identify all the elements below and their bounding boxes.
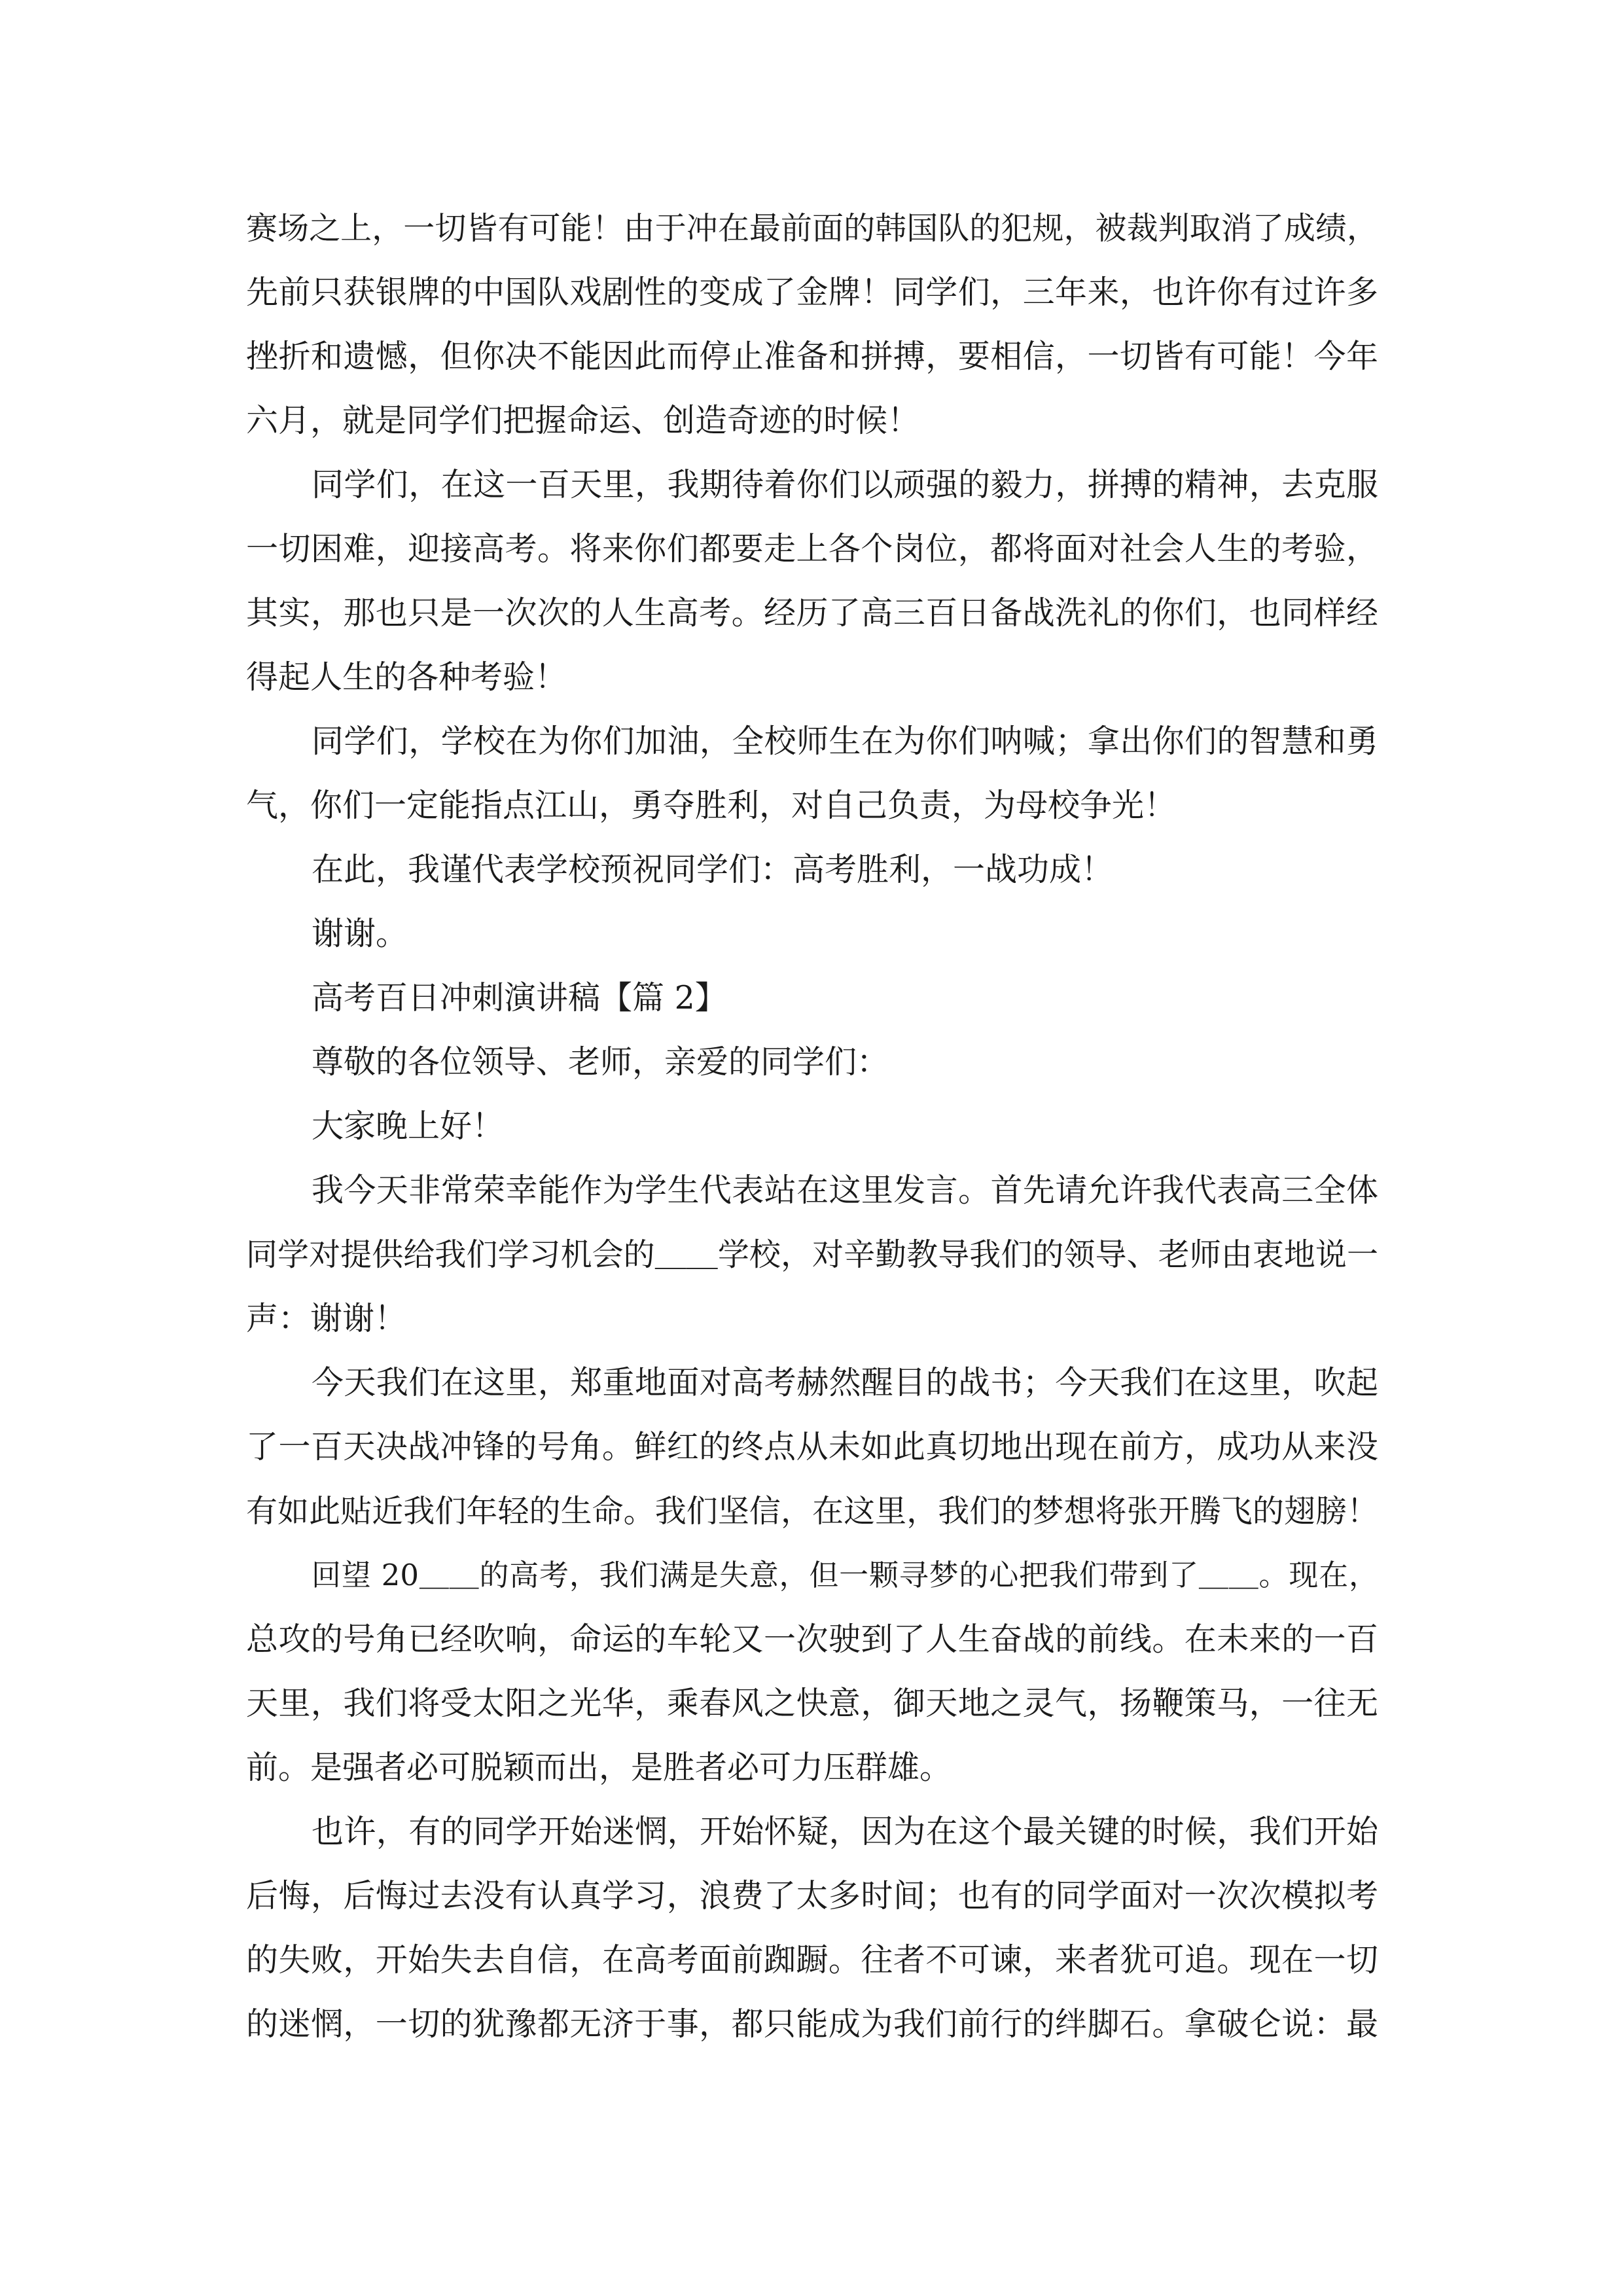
text-line: 赛场之上，一切皆有可能！由于冲在最前面的韩国队的犯规，被裁判取消了成绩，	[246, 210, 1378, 247]
text-line: 尊敬的各位领导、老师，亲爱的同学们：	[312, 1043, 889, 1081]
text-line: 挫折和遗憾，但你决不能因此而停止准备和拼搏，要相信，一切皆有可能！今年	[246, 338, 1378, 375]
text-line: 今天我们在这里，郑重地面对高考赫然醒目的战书；今天我们在这里，吹起	[312, 1364, 1378, 1401]
text-line: 大家晚上好！	[312, 1107, 505, 1145]
text-line: 声：谢谢！	[246, 1300, 407, 1337]
text-line: 天里，我们将受太阳之光华，乘春风之快意，御天地之灵气，扬鞭策马，一往无	[246, 1685, 1378, 1722]
text-line: 前。是强者必可脱颖而出，是胜者必可力压群雄。	[246, 1749, 952, 1786]
text-line: 先前只获银牌的中国队戏剧性的变成了金牌！同学们，三年来，也许你有过许多	[246, 274, 1378, 311]
text-line: 在此，我谨代表学校预祝同学们：高考胜利，一战功成！	[312, 851, 1114, 888]
text-line: 总攻的号角已经吹响，命运的车轮又一次驶到了人生奋战的前线。在未来的一百	[246, 1621, 1378, 1658]
text-line: 同学们，学校在为你们加油，全校师生在为你们呐喊；拿出你们的智慧和勇	[312, 723, 1378, 760]
text-line: 我今天非常荣幸能作为学生代表站在这里发言。首先请允许我代表高三全体	[312, 1172, 1378, 1209]
text-line: 谢谢。	[312, 915, 408, 952]
text-line: 六月，就是同学们把握命运、创造奇迹的时候！	[246, 402, 920, 439]
text-line: 有如此贴近我们年轻的生命。我们坚信，在这里，我们的梦想将张开腾飞的翅膀！	[246, 1493, 1378, 1530]
text-line: 的失败，开始失去自信，在高考面前踟蹰。往者不可谏，来者犹可追。现在一切	[246, 1941, 1378, 1979]
text-line: 一切困难，迎接高考。将来你们都要走上各个岗位，都将面对社会人生的考验，	[246, 530, 1378, 567]
text-line: 后悔，后悔过去没有认真学习，浪费了太多时间；也有的同学面对一次次模拟考	[246, 1877, 1378, 1914]
text-line: 气，你们一定能指点江山，勇夺胜利，对自己负责，为母校争光！	[246, 787, 1177, 824]
text-line: 高考百日冲刺演讲稿【篇 2】	[312, 979, 727, 1016]
text-line: 同学们，在这一百天里，我期待着你们以顽强的毅力，拼搏的精神，去克服	[312, 466, 1378, 503]
text-line: 回望 20＿＿的高考，我们满是失意，但一颗寻梦的心把我们带到了＿＿。现在，	[312, 1558, 1378, 1592]
document-text-body	[246, 196, 1378, 2056]
text-line: 其实，那也只是一次次的人生高考。经历了高三百日备战洗礼的你们，也同样经	[246, 594, 1378, 632]
text-line: 同学对提供给我们学习机会的＿＿学校，对辛勤教导我们的领导、老师由衷地说一	[246, 1236, 1378, 1273]
text-line: 也许，有的同学开始迷惘，开始怀疑，因为在这个最关键的时候，我们开始	[312, 1813, 1378, 1850]
text-line: 得起人生的各种考验！	[246, 658, 567, 696]
text-line: 的迷惘，一切的犹豫都无济于事，都只能成为我们前行的绊脚石。拿破仑说：最	[246, 2005, 1378, 2043]
text-line: 了一百天决战冲锋的号角。鲜红的终点从未如此真切地出现在前方，成功从来没	[246, 1428, 1378, 1465]
